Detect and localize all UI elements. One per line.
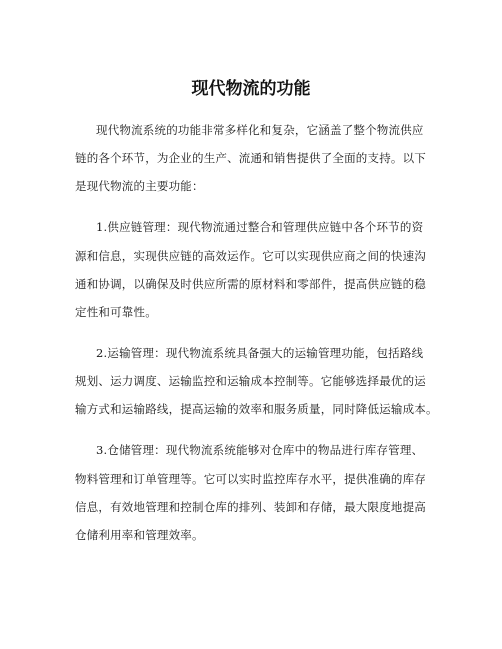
- section-1-line-2: 源和信息，实现供应链的高效运作。它可以实现供应商之间的快速沟: [75, 249, 426, 263]
- section-2-line-3: 输方式和运输路线，提高运输的效率和服务质量，同时降低运输成本。: [75, 402, 438, 416]
- section-3-line-1: 3.仓储管理：现代物流系统能够对仓库中的物品进行库存管理、: [96, 443, 424, 457]
- intro-line-1: 现代物流系统的功能非常多样化和复杂，它涵盖了整个物流供应: [96, 123, 424, 137]
- section-1-line-4: 定性和可靠性。: [75, 305, 157, 319]
- document-title: 现代物流的功能: [191, 79, 311, 99]
- section-1-line-3: 通和协调，以确保及时供应所需的原材料和零部件，提高供应链的稳: [75, 277, 426, 291]
- section-3-line-3: 信息，有效地管理和控制仓库的排列、装卸和存储，最大限度地提高: [75, 500, 426, 514]
- intro-line-3: 是现代物流的主要功能：: [75, 179, 204, 193]
- section-1-line-1: 1.供应链管理：现代物流通过整合和管理供应链中各个环节的资: [96, 220, 424, 234]
- intro-line-2: 链的各个环节，为企业的生产、流通和销售提供了全面的支持。以下: [75, 151, 426, 165]
- section-2-line-2: 规划、运力调度、运输监控和运输成本控制等。它能够选择最优的运: [75, 374, 426, 388]
- section-2-line-1: 2.运输管理：现代物流系统具备强大的运输管理功能，包括路线: [96, 346, 424, 360]
- section-3-line-4: 仓储利用率和管理效率。: [75, 528, 204, 542]
- section-3-line-2: 物料管理和订单管理等。它可以实时监控库存水平，提供准确的库存: [75, 472, 426, 486]
